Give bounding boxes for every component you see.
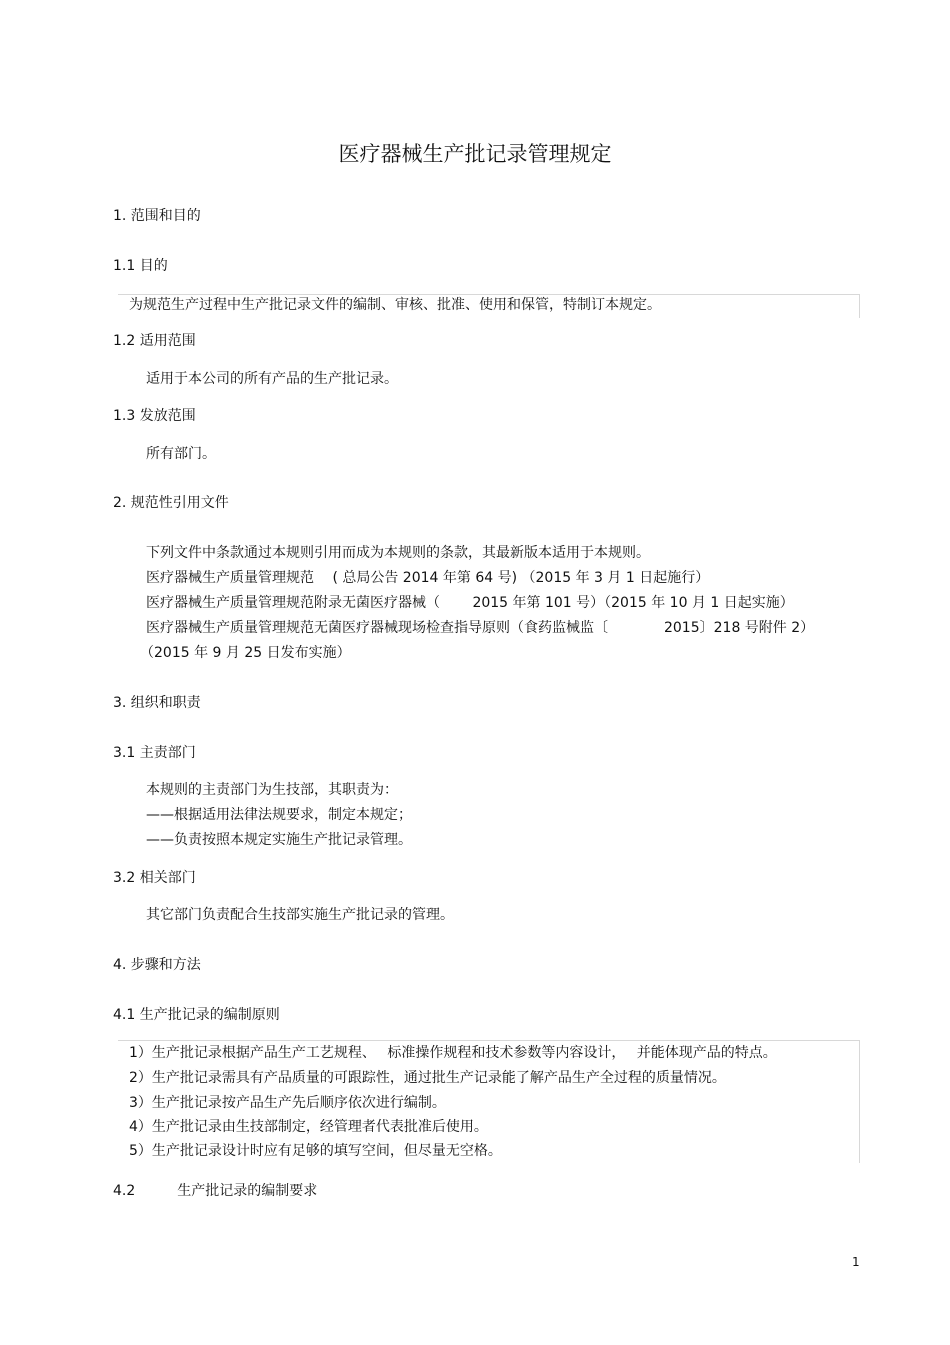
- page-title: 医疗器械生产批记录管理规定: [338, 142, 612, 166]
- section-3-2-heading: 3.2 相关部门: [113, 870, 196, 886]
- section-2-ref-2: 医疗器械生产质量管理规范附录无菌医疗器械（ 2015 年第 101 号）（2015 年 10 月 1 日起实施）: [146, 595, 794, 611]
- section-3-1-duty-2: ——负责按照本规定实施生产批记录管理。: [146, 832, 412, 848]
- section-2-ref-3-date: （2015 年 9 月 25 日发布实施）: [140, 645, 351, 661]
- section-4-2-heading: 4.2 生产批记录的编制要求: [113, 1183, 318, 1199]
- section-1-2-text: 适用于本公司的所有产品的生产批记录。: [146, 371, 398, 387]
- section-3-1-duty-1: ——根据适用法律法规要求，制定本规定；: [146, 807, 412, 823]
- list-item: 4）生产批记录由生技部制定，经管理者代表批准后使用。: [129, 1119, 488, 1135]
- list-item: 3）生产批记录按产品生产先后顺序依次进行编制。: [129, 1095, 446, 1111]
- box-top-border: [118, 294, 860, 295]
- list-item: 1）生产批记录根据产品生产工艺规程、 标准操作规程和技术参数等内容设计， 并能体现产品的特点。: [129, 1045, 777, 1061]
- section-2-heading: 2. 规范性引用文件: [113, 495, 229, 511]
- section-1-1-text: 为规范生产过程中生产批记录文件的编制、审核、批准、使用和保管，特制订本规定。: [129, 297, 661, 313]
- section-1-3-text: 所有部门。: [146, 446, 216, 462]
- page-number: 1: [852, 1255, 860, 1269]
- section-4-heading: 4. 步骤和方法: [113, 957, 201, 973]
- section-3-1-text: 本规则的主责部门为生技部，其职责为：: [146, 782, 398, 798]
- section-2-text: 下列文件中条款通过本规则引用而成为本规则的条款，其最新版本适用于本规则。: [146, 545, 650, 561]
- section-1-3-heading: 1.3 发放范围: [113, 408, 196, 424]
- box-right-border: [859, 294, 860, 318]
- section-2-ref-3: 医疗器械生产质量管理规范无菌医疗器械现场检查指导原则（食药监械监〔 2015〕218 号附件 2）: [146, 620, 815, 636]
- section-1-heading: 1. 范围和目的: [113, 208, 201, 224]
- section-1-1-heading: 1.1 目的: [113, 258, 168, 274]
- section-3-2-text: 其它部门负责配合生技部实施生产批记录的管理。: [146, 907, 454, 923]
- section-2-ref-1: 医疗器械生产质量管理规范 ( 总局公告 2014 年第 64 号) （2015 年 3 月 1 日起施行）: [146, 570, 710, 586]
- list-box-top-border: [118, 1040, 860, 1041]
- list-item: 2）生产批记录需具有产品质量的可跟踪性，通过批生产记录能了解产品生产全过程的质量情况。: [129, 1070, 726, 1086]
- section-4-1-heading: 4.1 生产批记录的编制原则: [113, 1007, 280, 1023]
- section-3-heading: 3. 组织和职责: [113, 695, 201, 711]
- section-1-2-heading: 1.2 适用范围: [113, 333, 196, 349]
- section-3-1-heading: 3.1 主责部门: [113, 745, 196, 761]
- list-box-right-border: [859, 1040, 860, 1163]
- list-item: 5）生产批记录设计时应有足够的填写空间，但尽量无空格。: [129, 1143, 502, 1159]
